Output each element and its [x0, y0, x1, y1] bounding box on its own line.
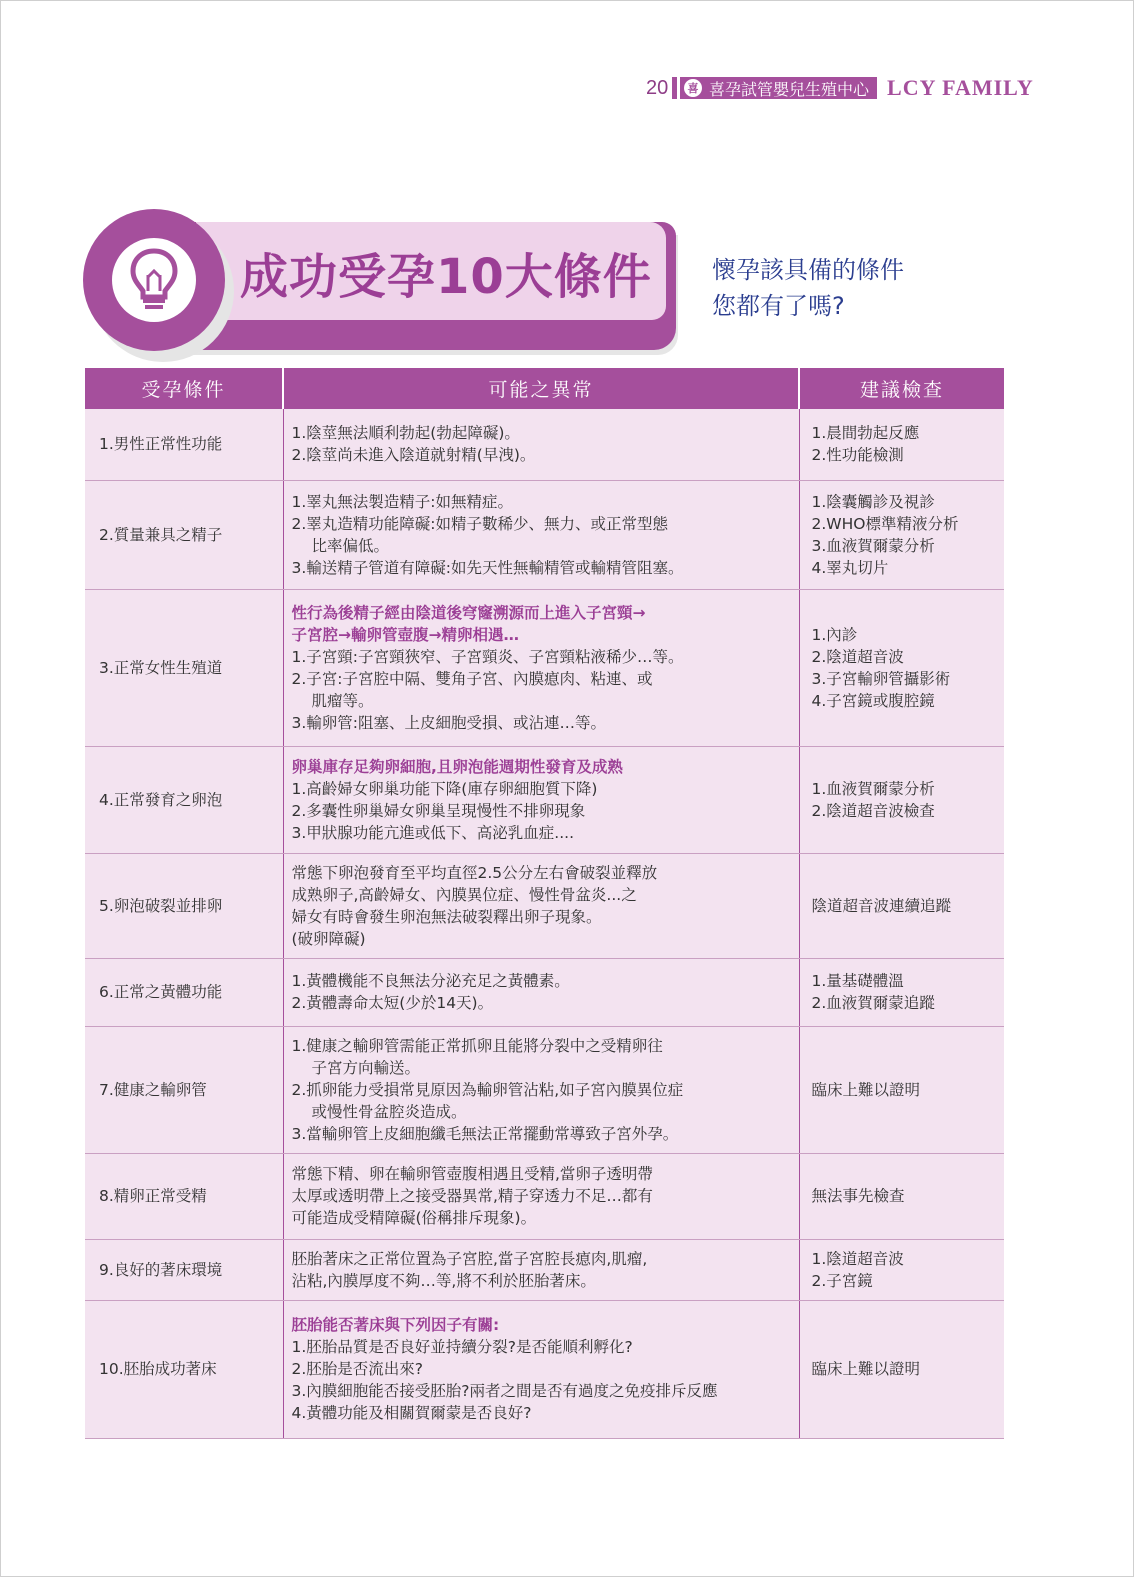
abnormal-line: 常態下卵泡發育至平均直徑2.5公分左右會破裂並釋放 [291, 863, 658, 882]
abnormal-line: 4.黃體功能及相關賀爾蒙是否良好? [291, 1404, 532, 1422]
abnormal-line: 子宮方向輸送。 [311, 1058, 421, 1077]
highlight-line: 胚胎能否著床與下列因子有關: [291, 1316, 500, 1334]
abnormal-line: 3.輸送精子管道有障礙:如先天性無輸精管或輸精管阻塞。 [291, 558, 684, 577]
abnormal-cell [283, 409, 799, 480]
condition-cell: 6.正常之黃體功能 [85, 958, 283, 1026]
abnormal-line: 2.睪丸造精功能障礙:如精子數稀少、無力、或正常型態 [291, 514, 669, 533]
column-header: 建議檢查 [799, 368, 1004, 409]
abnormal-line: 1.高齡婦女卵巢功能下降(庫存卵細胞質下降) [291, 779, 598, 798]
check-line: 2.陰道超音波檢查 [811, 801, 935, 820]
table-row [85, 746, 1004, 853]
highlight-line: 卵巢庫存足夠卵細胞,且卵泡能週期性發育及成熟 [291, 757, 623, 776]
check-line: 2.陰道超音波 [811, 647, 904, 666]
abnormal-cell [283, 1300, 799, 1438]
condition-cell: 7.健康之輸卵管 [85, 1026, 283, 1153]
abnormal-line: 1.陰莖無法順利勃起(勃起障礙)。 [291, 424, 520, 443]
center-badge [680, 77, 877, 99]
condition-cell: 3.正常女性生殖道 [85, 589, 283, 746]
table-header-row [85, 368, 1004, 409]
condition-cell: 2.質量兼具之精子 [85, 480, 283, 589]
condition-cell: 8.精卵正常受精 [85, 1153, 283, 1239]
check-cell [799, 1153, 1004, 1239]
check-line: 1.陰囊觸診及視診 [811, 492, 935, 511]
check-line: 臨床上難以證明 [811, 1360, 921, 1378]
page-subtitle [712, 252, 904, 324]
check-cell [799, 589, 1004, 746]
table-row [85, 1153, 1004, 1239]
abnormal-cell [283, 1026, 799, 1153]
header-divider [672, 77, 677, 99]
abnormal-line: 胚胎著床之正常位置為子宮腔,當子宮腔長瘜肉,肌瘤, [291, 1249, 648, 1268]
check-cell [799, 853, 1004, 958]
table-row [85, 853, 1004, 958]
abnormal-line: 成熟卵子,高齡婦女、內膜異位症、慢性骨盆炎...之 [291, 885, 637, 904]
abnormal-line: 2.子宮:子宮腔中隔、雙角子宮、內膜瘜肉、粘連、或 [291, 669, 653, 688]
check-cell [799, 958, 1004, 1026]
abnormal-line: 2.胚胎是否流出來? [291, 1360, 424, 1378]
conditions-table [85, 368, 1004, 1439]
abnormal-line: 可能造成受精障礙(俗稱排斥現象)。 [291, 1209, 537, 1227]
subtitle-line: 懷孕該具備的條件 [712, 256, 904, 284]
check-line: 2.血液賀爾蒙追蹤 [811, 994, 935, 1012]
check-cell [799, 480, 1004, 589]
check-line: 4.睪丸切片 [811, 558, 889, 577]
table-row [85, 480, 1004, 589]
abnormal-line: 2.陰莖尚未進入陰道就射精(早洩)。 [291, 446, 536, 465]
abnormal-cell [283, 1153, 799, 1239]
table-row [85, 958, 1004, 1026]
abnormal-cell [283, 1239, 799, 1300]
check-line: 無法事先檢查 [811, 1187, 905, 1205]
abnormal-line: 1.健康之輸卵管需能正常抓卵且能將分裂中之受精卵往 [291, 1036, 663, 1055]
abnormal-cell [283, 958, 799, 1026]
abnormal-line: (破卵障礙) [291, 929, 366, 948]
page-number: 20 [646, 76, 669, 99]
page-header [646, 74, 1034, 102]
check-line: 2.子宮鏡 [811, 1271, 873, 1290]
abnormal-line: 3.內膜細胞能否接受胚胎?兩者之間是否有過度之免疫排斥反應 [291, 1382, 718, 1400]
condition-cell: 10.胚胎成功著床 [85, 1300, 283, 1438]
abnormal-cell [283, 589, 799, 746]
center-name: 喜孕試管嬰兒生殖中心 [709, 79, 870, 99]
check-line: 2.性功能檢測 [811, 446, 904, 465]
check-cell [799, 1239, 1004, 1300]
brand-name: LCY FAMILY [887, 75, 1034, 100]
abnormal-line: 婦女有時會發生卵泡無法破裂釋出卵子現象。 [291, 907, 602, 926]
abnormal-line: 常態下精、卵在輸卵管壺腹相遇且受精,當卵子透明帶 [291, 1165, 653, 1183]
highlight-line: 子宮腔→輸卵管壺腹→精卵相遇… [291, 625, 519, 644]
check-line: 1.量基礎體溫 [811, 972, 904, 990]
check-line: 陰道超音波連續追蹤 [811, 896, 952, 915]
condition-cell: 9.良好的著床環境 [85, 1239, 283, 1300]
condition-cell: 4.正常發育之卵泡 [85, 746, 283, 853]
check-line: 4.子宮鏡或腹腔鏡 [811, 691, 935, 710]
check-cell [799, 1026, 1004, 1153]
check-cell [799, 409, 1004, 480]
highlight-line: 性行為後精子經由陰道後穹窿溯源而上進入子宮頸→ [291, 603, 646, 622]
check-line: 1.陰道超音波 [811, 1249, 904, 1268]
abnormal-line: 2.黃體壽命太短(少於14天)。 [291, 994, 494, 1012]
abnormal-line: 1.子宮頸:子宮頸狹窄、子宮頸炎、子宮頸粘液稀少…等。 [291, 647, 684, 666]
abnormal-line: 3.輸卵管:阻塞、上皮細胞受損、或沾連…等。 [291, 713, 607, 732]
condition-cell: 1.男性正常性功能 [85, 409, 283, 480]
check-line: 1.內診 [811, 625, 858, 644]
abnormal-line: 比率偏低。 [311, 536, 390, 555]
abnormal-line: 1.黃體機能不良無法分泌充足之黃體素。 [291, 972, 570, 990]
check-line: 2.WHO標準精液分析 [811, 514, 959, 533]
subtitle-line: 您都有了嗎? [712, 292, 845, 320]
abnormal-line: 3.當輸卵管上皮細胞纖毛無法正常擺動常導致子宮外孕。 [291, 1124, 679, 1143]
abnormal-line: 或慢性骨盆腔炎造成。 [311, 1102, 467, 1121]
check-line: 3.血液賀爾蒙分析 [811, 536, 935, 555]
abnormal-line: 肌瘤等。 [311, 691, 374, 710]
check-cell [799, 746, 1004, 853]
table-row [85, 1239, 1004, 1300]
lightbulb-icon [112, 238, 196, 322]
abnormal-line: 太厚或透明帶上之接受器異常,精子穿透力不足…都有 [291, 1187, 653, 1205]
abnormal-cell [283, 480, 799, 589]
table-row [85, 589, 1004, 746]
abnormal-line: 沾粘,內膜厚度不夠…等,將不利於胚胎著床。 [291, 1271, 596, 1290]
check-line: 臨床上難以證明 [811, 1080, 921, 1099]
column-header: 可能之異常 [283, 368, 799, 409]
abnormal-line: 2.抓卵能力受損常見原因為輸卵管沾粘,如子宮內膜異位症 [291, 1080, 684, 1099]
table-row [85, 1300, 1004, 1438]
check-line: 1.晨間勃起反應 [811, 424, 920, 443]
check-line: 3.子宮輸卵管攝影術 [811, 669, 951, 688]
abnormal-cell [283, 746, 799, 853]
table-row [85, 1026, 1004, 1153]
page-title: 成功受孕10大條件 [240, 249, 652, 305]
abnormal-line: 3.甲狀腺功能亢進或低下、高泌乳血症.... [291, 823, 574, 842]
column-header: 受孕條件 [85, 368, 283, 409]
abnormal-line: 2.多囊性卵巢婦女卵巢呈現慢性不排卵現象 [291, 801, 586, 820]
abnormal-line: 1.睪丸無法製造精子:如無精症。 [291, 492, 514, 511]
abnormal-line: 1.胚胎品質是否良好並持續分裂?是否能順利孵化? [291, 1338, 633, 1356]
abnormal-cell [283, 853, 799, 958]
check-line: 1.血液賀爾蒙分析 [811, 779, 935, 798]
check-cell [799, 1300, 1004, 1438]
table-row [85, 409, 1004, 480]
condition-cell: 5.卵泡破裂並排卵 [85, 853, 283, 958]
center-logo-icon: 喜 [684, 79, 702, 97]
